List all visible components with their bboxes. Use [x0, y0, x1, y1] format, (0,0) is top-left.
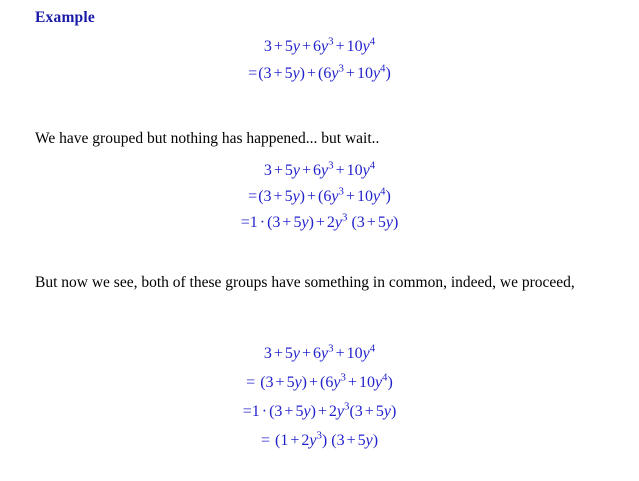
equation-block-2 — [0, 158, 639, 236]
equation-line: $=1 \cdot (3 + 5y) + 2y^3(3 + 5y)$ — [242, 400, 397, 420]
page-heading: Example — [35, 9, 95, 26]
equation-line: $3 + 5y + 6y^3 + 10y^4$ — [263, 159, 376, 179]
equation-line: = $(3 + 5y) + (6y^3 + 10y^4)$ — [246, 371, 393, 391]
equation-line: $3 + 5y + 6y^3 + 10y^4$ — [263, 342, 376, 362]
equation-block-3 — [0, 339, 639, 455]
equation-line: = $(1 + 2y^3)$ (3 + 5y) — [260, 429, 379, 449]
paragraph-1: We have grouped but nothing has happened... but wait.. — [35, 130, 380, 147]
equation-line: $=(3 + 5y) + (6y^3 + 10y^4)$ — [248, 62, 391, 82]
paragraph-2: But now we see, both of these groups have something in common, indeed, we proceed, — [35, 274, 575, 291]
equation-line: $=(3 + 5y) + (6y^3 + 10y^4)$ — [248, 185, 391, 205]
equation-block-1 — [0, 33, 639, 87]
equation-line: $=1 \cdot (3 + 5y) + 2y^3$ (3 + 5y) — [240, 211, 399, 231]
equation-line: $3 + 5y + 6y^3 + 10y^4$ — [263, 35, 376, 55]
